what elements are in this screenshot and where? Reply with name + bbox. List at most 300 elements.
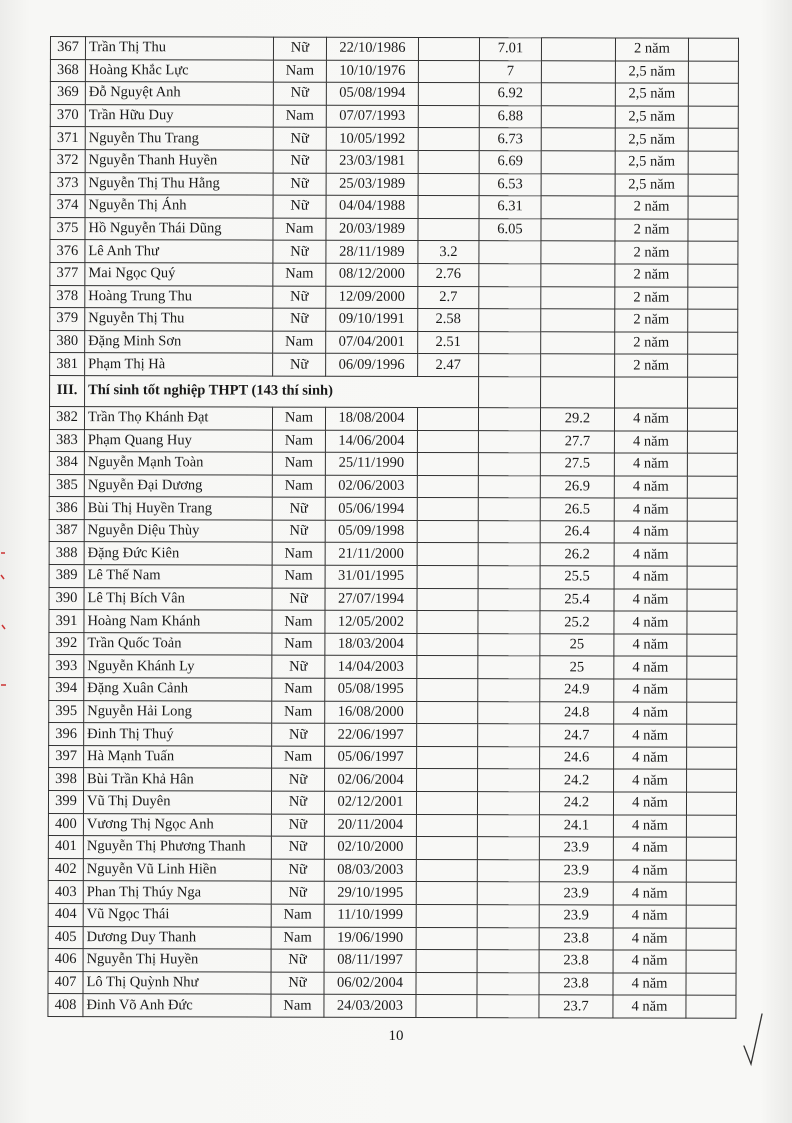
score-c-cell: 23.9 xyxy=(539,837,613,860)
score-b-cell xyxy=(478,498,540,521)
score-b-cell xyxy=(478,408,540,431)
table-row xyxy=(49,406,737,430)
score-c-cell xyxy=(541,309,615,332)
birth-date-cell: 14/06/2004 xyxy=(325,430,417,453)
study-duration-cell: 4 năm xyxy=(613,905,686,928)
table-row xyxy=(48,790,736,814)
candidate-name-cell: Đỗ Nguyệt Anh xyxy=(85,82,273,105)
candidate-name-cell: Trần Hữu Duy xyxy=(85,104,273,127)
candidate-name-cell: Lê Thị Bích Vân xyxy=(84,587,272,610)
note-cell xyxy=(687,498,737,521)
score-c-cell: 26.2 xyxy=(540,543,614,566)
gender-cell: Nam xyxy=(272,565,325,588)
candidate-name-cell: Phạm Quang Huy xyxy=(84,429,272,452)
study-duration-cell: 2 năm xyxy=(615,354,688,377)
study-duration-cell: 4 năm xyxy=(614,408,687,431)
gender-cell: Nam xyxy=(272,543,325,566)
score-b-cell xyxy=(479,309,541,332)
candidate-name-cell: Trần Thọ Khánh Đạt xyxy=(84,406,272,429)
study-duration-cell: 2,5 năm xyxy=(615,106,688,129)
score-b-cell: 6.88 xyxy=(479,105,541,128)
birth-date-cell: 08/12/2000 xyxy=(326,263,418,286)
score-a-cell xyxy=(417,633,478,656)
score-c-cell: 23.8 xyxy=(539,927,613,950)
row-number-cell: 404 xyxy=(48,903,83,926)
row-number-cell: 385 xyxy=(49,474,84,497)
gender-cell: Nam xyxy=(273,218,326,241)
gender-cell: Nữ xyxy=(271,881,324,904)
score-c-cell: 25 xyxy=(540,656,614,679)
gender-cell: Nam xyxy=(272,407,325,430)
study-duration-cell: 4 năm xyxy=(613,973,686,996)
gender-cell: Nam xyxy=(272,701,325,724)
note-cell xyxy=(688,106,738,129)
candidate-name-cell: Vũ Thị Duyên xyxy=(83,791,271,814)
study-duration-cell: 2 năm xyxy=(615,332,688,355)
score-a-cell: 2.58 xyxy=(418,309,479,332)
score-c-cell: 29.2 xyxy=(540,408,614,431)
study-duration-cell: 4 năm xyxy=(614,543,687,566)
row-number-cell: 393 xyxy=(49,655,84,678)
birth-date-cell: 11/10/1999 xyxy=(324,904,416,927)
gender-cell: Nam xyxy=(272,475,325,498)
row-number-cell: 395 xyxy=(49,700,84,723)
candidate-name-cell: Hoàng Nam Khánh xyxy=(84,610,272,633)
row-number-cell: 375 xyxy=(50,217,85,240)
note-cell xyxy=(687,679,737,702)
candidate-name-cell: Đinh Thị Thuý xyxy=(84,723,272,746)
candidate-name-cell: Nguyễn Đại Dương xyxy=(84,474,272,497)
candidate-name-cell: Lê Thế Nam xyxy=(84,565,272,588)
score-a-cell xyxy=(418,37,479,60)
gender-cell: Nữ xyxy=(273,127,326,150)
note-cell xyxy=(686,860,736,883)
birth-date-cell: 28/11/1989 xyxy=(326,241,418,264)
row-number-cell: 394 xyxy=(49,678,84,701)
score-c-cell xyxy=(541,219,615,242)
score-a-cell xyxy=(417,566,478,589)
table-cell xyxy=(688,377,738,408)
table-row xyxy=(50,104,738,128)
score-a-cell xyxy=(417,656,478,679)
study-duration-cell: 4 năm xyxy=(613,837,686,860)
score-c-cell xyxy=(541,128,615,151)
birth-date-cell: 20/11/2004 xyxy=(324,814,416,837)
candidate-name-cell: Nguyễn Thị Thu xyxy=(85,308,273,331)
table-row xyxy=(50,217,738,241)
note-cell xyxy=(687,521,737,544)
score-a-cell xyxy=(416,950,477,973)
note-cell xyxy=(688,61,738,84)
note-cell xyxy=(688,309,738,332)
birth-date-cell: 14/04/2003 xyxy=(325,656,417,679)
birth-date-cell: 23/03/1981 xyxy=(326,150,418,173)
candidate-table xyxy=(47,36,739,1019)
gender-cell: Nữ xyxy=(272,656,325,679)
row-number-cell: 367 xyxy=(50,37,85,60)
note-cell xyxy=(688,83,738,106)
birth-date-cell: 05/08/1994 xyxy=(326,82,418,105)
score-b-cell xyxy=(478,679,540,702)
score-c-cell xyxy=(541,60,615,83)
section-title: Thí sinh tốt nghiệp THPT (143 thí sinh) xyxy=(85,375,479,407)
table-row xyxy=(49,542,737,566)
table-row xyxy=(48,949,736,973)
gender-cell: Nữ xyxy=(273,82,326,105)
score-c-cell: 24.8 xyxy=(540,701,614,724)
score-b-cell: 6.05 xyxy=(479,218,541,241)
note-cell xyxy=(688,38,738,61)
row-number-cell: 373 xyxy=(50,172,85,195)
candidate-name-cell: Đinh Võ Anh Đức xyxy=(83,994,271,1017)
note-cell xyxy=(688,332,738,355)
birth-date-cell: 09/10/1991 xyxy=(326,308,418,331)
candidate-name-cell: Đặng Minh Sơn xyxy=(85,330,273,353)
birth-date-cell: 07/04/2001 xyxy=(326,331,418,354)
table-row xyxy=(49,632,737,656)
candidate-name-cell: Bùi Trần Khả Hân xyxy=(84,768,272,791)
study-duration-cell: 2 năm xyxy=(615,241,688,264)
score-c-cell: 24.1 xyxy=(539,814,613,837)
study-duration-cell: 4 năm xyxy=(614,656,687,679)
row-number-cell: 401 xyxy=(48,836,83,859)
row-number-cell: 400 xyxy=(48,813,83,836)
table-row xyxy=(50,37,738,61)
study-duration-cell: 4 năm xyxy=(613,950,686,973)
table-row xyxy=(49,474,737,498)
study-duration-cell: 2,5 năm xyxy=(615,83,688,106)
score-b-cell xyxy=(479,264,541,287)
score-b-cell xyxy=(479,241,541,264)
table-row xyxy=(48,836,736,860)
table-row xyxy=(49,519,737,543)
note-cell xyxy=(687,747,737,770)
table-row xyxy=(48,858,736,882)
section-row xyxy=(50,375,738,408)
table-row xyxy=(50,172,738,196)
row-number-cell: 406 xyxy=(48,949,83,972)
table-cell xyxy=(541,377,615,408)
candidate-name-cell: Đặng Đức Kiên xyxy=(84,542,272,565)
study-duration-cell: 4 năm xyxy=(613,792,686,815)
birth-date-cell: 12/05/2002 xyxy=(325,610,417,633)
birth-date-cell: 04/04/1988 xyxy=(326,195,418,218)
study-duration-cell: 4 năm xyxy=(613,995,686,1018)
row-number-cell: 382 xyxy=(49,406,84,429)
candidate-name-cell: Phan Thị Thúy Nga xyxy=(83,881,271,904)
study-duration-cell: 2 năm xyxy=(615,38,688,61)
score-b-cell xyxy=(478,430,540,453)
candidate-name-cell: Nguyễn Thu Trang xyxy=(85,127,273,150)
birth-date-cell: 02/10/2000 xyxy=(324,836,416,859)
note-cell xyxy=(686,792,736,815)
candidate-name-cell: Đặng Xuân Cảnh xyxy=(84,678,272,701)
score-a-cell xyxy=(418,128,479,151)
study-duration-cell: 4 năm xyxy=(614,521,687,544)
score-a-cell: 2.7 xyxy=(418,286,479,309)
score-b-cell xyxy=(477,950,539,973)
score-a-cell xyxy=(416,791,477,814)
score-c-cell: 27.7 xyxy=(540,430,614,453)
table-row xyxy=(48,813,736,837)
score-b-cell xyxy=(478,746,540,769)
pen-tick-mark-icon xyxy=(742,1012,764,1070)
study-duration-cell: 4 năm xyxy=(614,476,687,499)
birth-date-cell: 25/03/1989 xyxy=(326,173,418,196)
score-b-cell xyxy=(478,588,540,611)
score-a-cell xyxy=(417,407,478,430)
score-b-cell xyxy=(479,331,541,354)
row-number-cell: 368 xyxy=(50,59,85,82)
score-c-cell: 24.2 xyxy=(539,792,613,815)
candidate-name-cell: Bùi Thị Huyền Trang xyxy=(84,497,272,520)
study-duration-cell: 4 năm xyxy=(614,769,687,792)
score-c-cell xyxy=(541,241,615,264)
row-number-cell: 371 xyxy=(50,127,85,150)
score-b-cell xyxy=(478,543,540,566)
score-c-cell xyxy=(541,286,615,309)
score-a-cell xyxy=(417,746,478,769)
table-row xyxy=(50,285,738,309)
score-c-cell xyxy=(541,83,615,106)
note-cell xyxy=(688,196,738,219)
red-edge-mark-icon xyxy=(0,545,8,695)
score-b-cell xyxy=(478,656,540,679)
row-number-cell: 388 xyxy=(49,542,84,565)
candidate-name-cell: Nguyễn Mạnh Toàn xyxy=(84,452,272,475)
table-row xyxy=(48,971,736,995)
gender-cell: Nữ xyxy=(271,972,324,995)
score-a-cell xyxy=(417,769,478,792)
row-number-cell: 396 xyxy=(49,723,84,746)
row-number-cell: 408 xyxy=(48,994,83,1017)
table-row xyxy=(49,497,737,521)
birth-date-cell: 19/06/1990 xyxy=(324,927,416,950)
gender-cell: Nam xyxy=(273,60,326,83)
score-a-cell xyxy=(416,814,477,837)
score-a-cell xyxy=(418,218,479,241)
birth-date-cell: 05/08/1995 xyxy=(325,678,417,701)
score-c-cell: 25.2 xyxy=(540,611,614,634)
gender-cell: Nữ xyxy=(272,588,325,611)
candidate-name-cell: Nguyễn Diệu Thùy xyxy=(84,519,272,542)
score-a-cell xyxy=(416,995,477,1018)
birth-date-cell: 18/03/2004 xyxy=(325,633,417,656)
score-b-cell: 7 xyxy=(479,60,541,83)
gender-cell: Nam xyxy=(273,263,326,286)
gender-cell: Nữ xyxy=(271,791,324,814)
row-number-cell: 405 xyxy=(48,926,83,949)
score-b-cell: 6.31 xyxy=(479,196,541,219)
study-duration-cell: 4 năm xyxy=(614,679,687,702)
gender-cell: Nữ xyxy=(273,286,326,309)
birth-date-cell: 16/08/2000 xyxy=(325,701,417,724)
note-cell xyxy=(688,151,738,174)
note-cell xyxy=(687,544,737,567)
candidate-name-cell: Lô Thị Quỳnh Như xyxy=(83,971,271,994)
note-cell xyxy=(688,129,738,152)
note-cell xyxy=(687,589,737,612)
birth-date-cell: 06/09/1996 xyxy=(326,354,418,377)
gender-cell: Nam xyxy=(273,105,326,128)
birth-date-cell: 27/07/1994 xyxy=(325,588,417,611)
score-a-cell xyxy=(418,60,479,83)
note-cell xyxy=(687,724,737,747)
score-b-cell xyxy=(479,286,541,309)
birth-date-cell: 22/06/1997 xyxy=(325,723,417,746)
score-a-cell xyxy=(418,83,479,106)
row-number-cell: 376 xyxy=(50,240,85,263)
score-b-cell: 6.53 xyxy=(479,173,541,196)
score-b-cell xyxy=(478,769,540,792)
score-c-cell: 23.8 xyxy=(539,973,613,996)
row-number-cell: 407 xyxy=(48,971,83,994)
score-b-cell xyxy=(478,475,540,498)
table-row xyxy=(49,700,737,724)
table-body-lower xyxy=(48,406,738,1018)
table-row xyxy=(49,610,737,634)
table-row xyxy=(50,353,738,377)
score-a-cell xyxy=(417,701,478,724)
note-cell xyxy=(687,770,737,793)
table-row xyxy=(49,678,737,702)
birth-date-cell: 31/01/1995 xyxy=(325,565,417,588)
score-a-cell: 2.47 xyxy=(418,354,479,377)
score-a-cell xyxy=(417,430,478,453)
note-cell xyxy=(687,476,737,499)
candidate-name-cell: Vũ Ngọc Thái xyxy=(83,904,271,927)
score-b-cell xyxy=(478,566,540,589)
candidate-name-cell: Hà Mạnh Tuấn xyxy=(84,745,272,768)
score-b-cell xyxy=(477,905,539,928)
score-a-cell xyxy=(417,453,478,476)
birth-date-cell: 18/08/2004 xyxy=(325,407,417,430)
row-number-cell: 390 xyxy=(49,587,84,610)
score-b-cell xyxy=(478,520,540,543)
candidate-name-cell: Nguyễn Thị Phương Thanh xyxy=(83,836,271,859)
birth-date-cell: 22/10/1986 xyxy=(326,37,418,60)
row-number-cell: 397 xyxy=(49,745,84,768)
note-cell xyxy=(687,611,737,634)
score-b-cell: 6.92 xyxy=(479,83,541,106)
gender-cell: Nữ xyxy=(273,240,326,263)
gender-cell: Nam xyxy=(273,331,326,354)
score-b-cell xyxy=(477,995,539,1018)
note-cell xyxy=(686,973,736,996)
row-number-cell: 370 xyxy=(50,104,85,127)
table-row xyxy=(49,745,737,769)
candidate-name-cell: Nguyễn Vũ Linh Hiền xyxy=(83,858,271,881)
note-cell xyxy=(688,242,738,265)
row-number-cell: 380 xyxy=(50,330,85,353)
study-duration-cell: 4 năm xyxy=(614,747,687,770)
gender-cell: Nam xyxy=(272,452,325,475)
score-c-cell: 25.4 xyxy=(540,588,614,611)
candidate-name-cell: Vương Thị Ngọc Anh xyxy=(83,813,271,836)
birth-date-cell: 02/06/2004 xyxy=(325,769,417,792)
score-c-cell xyxy=(541,38,615,61)
candidate-name-cell: Nguyễn Khánh Ly xyxy=(84,655,272,678)
study-duration-cell: 2 năm xyxy=(615,219,688,242)
candidate-name-cell: Nguyễn Thị Huyền xyxy=(83,949,271,972)
score-b-cell: 6.73 xyxy=(479,128,541,151)
gender-cell: Nữ xyxy=(272,520,325,543)
score-c-cell: 24.6 xyxy=(540,747,614,770)
score-a-cell xyxy=(416,837,477,860)
candidate-name-cell: Trần Thị Thu xyxy=(85,37,273,60)
score-c-cell: 23.7 xyxy=(539,995,613,1018)
row-number-cell: 391 xyxy=(49,610,84,633)
score-b-cell xyxy=(478,633,540,656)
score-a-cell xyxy=(416,972,477,995)
note-cell xyxy=(688,264,738,287)
note-cell xyxy=(687,408,737,431)
gender-cell: Nữ xyxy=(273,150,326,173)
study-duration-cell: 4 năm xyxy=(614,453,687,476)
gender-cell: Nữ xyxy=(272,723,325,746)
study-duration-cell: 2,5 năm xyxy=(615,174,688,197)
score-b-cell: 6.69 xyxy=(479,151,541,174)
birth-date-cell: 08/03/2003 xyxy=(324,859,416,882)
gender-cell: Nữ xyxy=(272,768,325,791)
score-a-cell xyxy=(416,927,477,950)
candidate-name-cell: Lê Anh Thư xyxy=(85,240,273,263)
score-b-cell xyxy=(478,701,540,724)
row-number-cell: 381 xyxy=(50,353,85,376)
table-row xyxy=(49,429,737,453)
score-b-cell xyxy=(477,927,539,950)
note-cell xyxy=(688,354,738,377)
score-a-cell xyxy=(418,196,479,219)
score-c-cell: 24.2 xyxy=(540,769,614,792)
score-a-cell xyxy=(416,859,477,882)
score-b-cell xyxy=(479,354,541,377)
score-a-cell xyxy=(418,173,479,196)
score-c-cell: 26.9 xyxy=(540,475,614,498)
score-a-cell: 3.2 xyxy=(418,241,479,264)
table-cell xyxy=(615,377,688,408)
score-b-cell xyxy=(477,837,539,860)
score-c-cell: 23.8 xyxy=(539,950,613,973)
candidate-name-cell: Mai Ngọc Quý xyxy=(85,263,273,286)
note-cell xyxy=(686,996,736,1019)
study-duration-cell: 4 năm xyxy=(614,634,687,657)
birth-date-cell: 05/06/1994 xyxy=(325,498,417,521)
note-cell xyxy=(687,566,737,589)
table-row xyxy=(48,926,736,950)
score-a-cell xyxy=(416,904,477,927)
score-b-cell xyxy=(477,882,539,905)
row-number-cell: 386 xyxy=(49,497,84,520)
score-b-cell xyxy=(478,724,540,747)
study-duration-cell: 4 năm xyxy=(613,882,686,905)
candidate-name-cell: Hồ Nguyễn Thái Dũng xyxy=(85,217,273,240)
note-cell xyxy=(687,634,737,657)
candidate-name-cell: Trần Quốc Toản xyxy=(84,632,272,655)
score-c-cell xyxy=(541,354,615,377)
study-duration-cell: 4 năm xyxy=(614,498,687,521)
page-number: 10 xyxy=(388,1028,404,1044)
score-b-cell xyxy=(477,859,539,882)
study-duration-cell: 4 năm xyxy=(613,815,686,838)
study-duration-cell: 2 năm xyxy=(615,287,688,310)
row-number-cell: 392 xyxy=(49,632,84,655)
score-a-cell xyxy=(417,520,478,543)
score-b-cell xyxy=(478,453,540,476)
candidate-name-cell: Dương Duy Thanh xyxy=(83,926,271,949)
gender-cell: Nữ xyxy=(273,353,326,376)
birth-date-cell: 24/03/2003 xyxy=(324,995,416,1018)
